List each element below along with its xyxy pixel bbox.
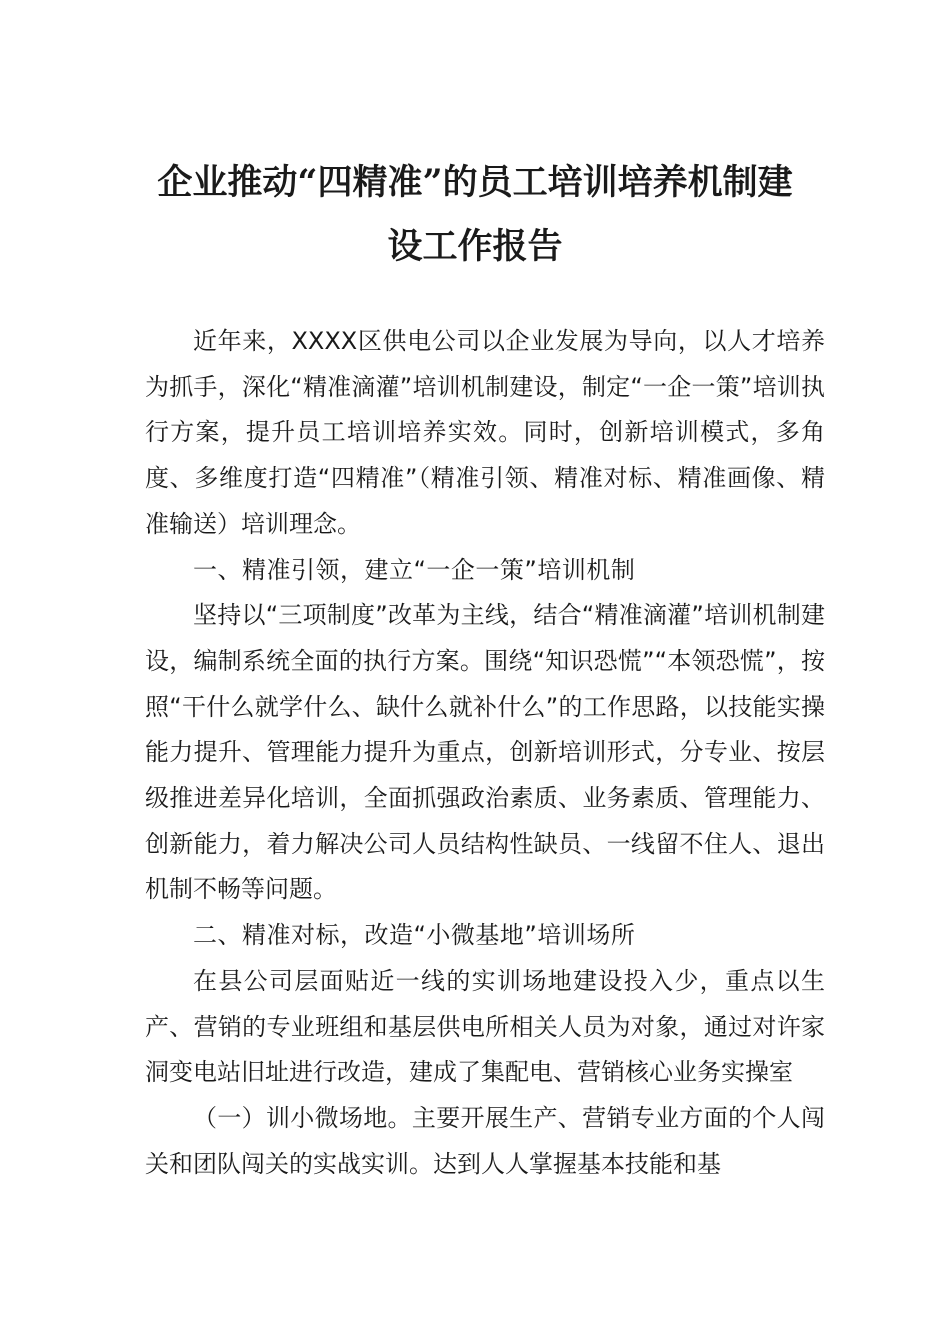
section-heading-2: 二、精准对标，改造“小微基地”培训场所 bbox=[193, 921, 636, 950]
section-2-paragraph: 在县公司层面贴近一线的实训场地建设投入少，重点以生产、营销的专业班组和基层供电所相关人员为对象，通过对许家洞变电站旧址进行改造，建成了集配电、营销核心业务实操室 bbox=[145, 966, 825, 1087]
subsection-1-paragraph: （一）训小微场地。主要开展生产、营销专业方面的个人闯关和团队闯关的实战实训。达到人人掌握基本技能和基 bbox=[145, 1103, 825, 1178]
document-title-line1: 企业推动“四精准”的员工培训培养机制建 bbox=[157, 162, 793, 203]
intro-paragraph: 近年来，XXXX区供电公司以企业发展为导向，以人才培养为抓手，深化“精准滴灌”培训机制建设，制定“一企一策”培训执行方案，提升员工培训培养实效。同时，创新培训模式，多角度、多维度打造“四精准”（精准引领、精准对标、精准画像、精准输送）培训理念。 bbox=[145, 327, 825, 538]
section-1-paragraph: 坚持以“三项制度”改革为主线，结合“精准滴灌”培训机制建设，编制系统全面的执行方案。围绕“知识恐慌”“本领恐慌”，按照“干什么就学什么、缺什么就补什么”的工作思路，以技能实操能力提升、管理能力提升为重点，创新培训形式，分专业、按层级推进差异化培训，全面抓强政治素质、业务素质、管理能力、创新能力，着力解决公司人员结构性缺员、一线留不住人、退出机制不畅等问题。 bbox=[145, 601, 825, 904]
document-body bbox=[145, 319, 825, 1187]
section-heading-1: 一、精准引领，建立“一企一策”培训机制 bbox=[193, 555, 636, 584]
document-title-line2: 设工作报告 bbox=[387, 226, 563, 267]
